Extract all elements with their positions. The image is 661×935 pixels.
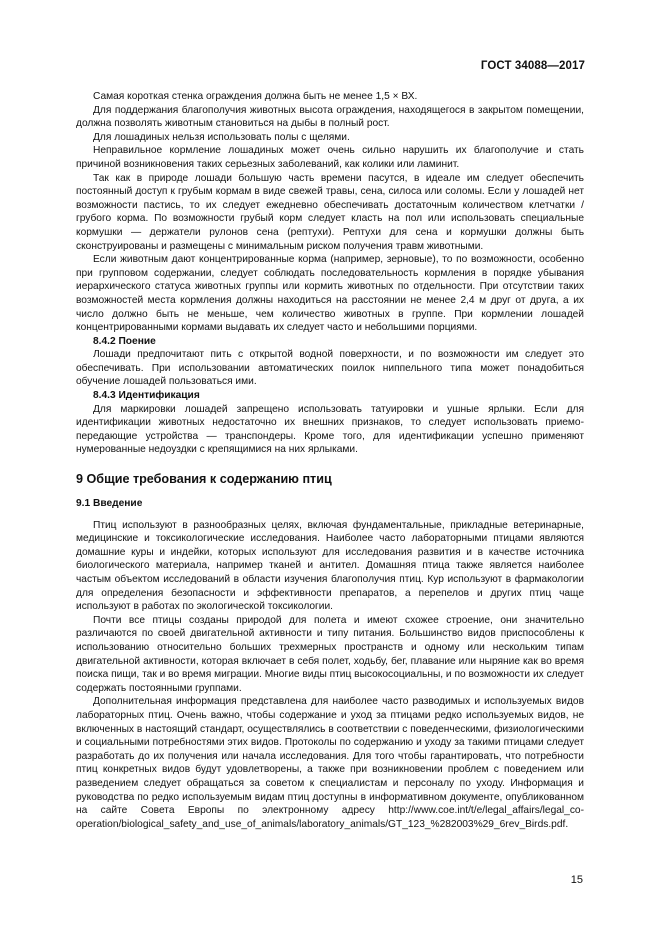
standard-header: ГОСТ 34088—2017 xyxy=(480,60,585,72)
subsection-heading-842: 8.4.2 Поение xyxy=(93,335,156,347)
paragraph: Неправильное кормление лошадиных может очень сильно нарушить их благополучие и стать причиной возникновения таких серьезных заболеваний, как колики или ламинит. xyxy=(76,145,584,170)
paragraph: Дополнительная информация представлена для наиболее часто разводимых и используемых видов лабораторных птиц. Очень важно, чтобы содержание и уход за птицами редко используемых видов, не включенных в настоящий стандарт, осуществлялись в соответствии с поведенческими, физиологическими и социальными потребностями этих видов. Протоколы по содержанию и уходу за такими птицами следует разработать до их получения или начала исследования. Для того чтобы гарантировать, что потребности птиц конкретных видов будут удовлетворены, а также при возникновении проблем с поведением или разведением следует обращаться за советом к специалистам и персоналу по уходу. Информация и руководства по редко используемым видам птиц доступны в информативном документе, опубликованном на сайте Совета Европы по электронному адресу http://www.coe.int/t/e/legal_affairs/legal_co-operation/biological_safety_and_use_of_animals/laboratory_animals/GT_123_%282003%29_6rev_Birds.pdf. xyxy=(76,696,584,830)
paragraph: Для лошадиных нельзя использовать полы с щелями. xyxy=(93,131,350,143)
paragraph: Для маркировки лошадей запрещено использовать татуировки и ушные ярлыки. Если для идентификации животных недостаточно их внешних признаков, то следует использовать приемо-передающие устройства — транспондеры. Кроме того, для идентификации успешно применяют нумерованные недоуздки с крепящимися на них ярлыками. xyxy=(76,403,584,456)
paragraph: Самая короткая стенка ограждения должна быть не менее 1,5 × ВХ. xyxy=(93,91,418,102)
paragraph: Если животным дают концентрированные корма (например, зерновые), то по возможности, особенно при групповом содержании, следует соблюдать последовательность кормления в порядке убывания иерархического статуса животных группы или кормить животных по отдельности. При отсутствии таких возможностей места кормления должны находиться на расстоянии не менее 2,4 м друг от друга, а их число должно быть не меньше, чем количество животных в группе. При кормлении лошадей концентрированными кормами выдавать их следует часто и небольшими порциями. xyxy=(76,254,584,334)
page-content xyxy=(76,90,584,831)
section-title-9: 9 Общие требования к содержанию птиц xyxy=(76,472,332,487)
paragraph: Почти все птицы созданы природой для полета и имеют схожее строение, они значительно различаются по своей двигательной активности и типу питания. Большинство видов приспособлены к использованию относительно больших трехмерных пространств и одному или нескольким типам двигательной активности, которая включает в себя полет, ходьбу, бег, плавание или ныряние как во время поиска пищи, так и во время миграции. Многие виды птиц высокосоциальны, и по возможности их следует содержать постоянными группами. xyxy=(76,614,584,694)
subsection-heading-91: 9.1 Введение xyxy=(76,498,143,510)
paragraph: Так как в природе лошади большую часть времени пасутся, в идеале им следует обеспечить постоянный доступ к грубым кормам в виде свежей травы, сена, силоса или соломы. Если у лошадей нет возможности пастись, то их следует ежедневно обеспечивать достаточным количеством клетчатки / грубого корма. По возможности грубый корм следует класть на пол или использовать специальные кормушки — держатели рулонов сена (рептухи). Рептухи для сена и кормушки должны быть сконструированы и размещены с минимальным риском получения травм животными. xyxy=(76,172,584,252)
paragraph: Для поддержания благополучия животных высота ограждения, находящегося в закрытом помещении, должна позволять животным становиться на дыбы в полный рост. xyxy=(76,104,584,130)
paragraph: Птиц используют в разнообразных целях, включая фундаментальные, прикладные ветеринарные, медицинские и токсикологические исследования. Наиболее часто лабораторными птицами являются домашние куры и индейки, которых используют для исследования развития и в качестве источника биологического материала, например тканей и антител. Домашняя птица также является наиболее частым объектом исследований в области изучения благополучия птиц. Кур используют в фармакологии для определения безопасности и эффективности препаратов, а перепелов и других птиц чаще используют в работах по экологической токсикологии. xyxy=(76,519,584,613)
subsection-heading-843: 8.4.3 Идентификация xyxy=(93,390,200,402)
page-number: 15 xyxy=(570,874,583,886)
paragraph: Лошади предпочитают пить с открытой водной поверхности, и по возможности им следует это обеспечивать. При использовании автоматических поилок ниппельного типа может понадобиться обучение лошадей пользоваться ими. xyxy=(76,349,584,388)
